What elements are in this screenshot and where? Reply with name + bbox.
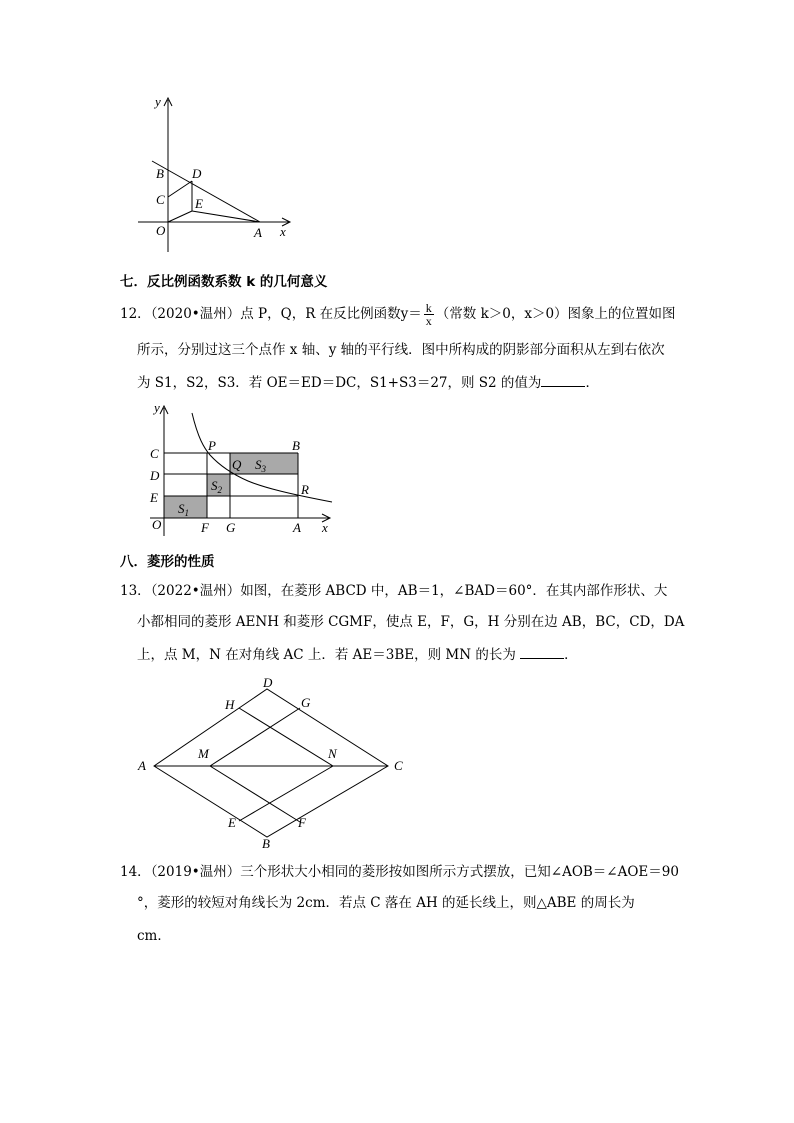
q13-line3-text: 上，点 M，N 在对角线 AC 上．若 AE＝3BE，则 MN 的长为 [137,647,516,663]
q13-line1 [120,581,667,601]
q12-func-lhs: y＝ [400,306,422,322]
q13-line3 [137,645,578,665]
q14-line3: cm． [137,928,171,944]
section-heading-8: 八．菱形的性质 [120,554,215,570]
label-b: B [156,166,164,181]
label-b: B [292,438,300,453]
q12-line3 [137,373,599,393]
label-g: G [226,520,236,535]
label-s2: $S_2$ [211,478,222,495]
label-e: E [228,815,236,830]
segment-oe [168,211,192,222]
label-f: F [298,815,306,830]
label-c: C [150,446,159,461]
label-a: A [293,520,301,535]
q14-number: 14． [120,864,151,880]
label-d: D [192,166,202,181]
label-r: R [301,482,309,497]
label-e: E [195,196,203,211]
label-h: H [225,697,235,712]
segment-fm [210,766,300,822]
q12-number: 12． [120,306,151,322]
segment-cd [168,181,192,197]
q14-line1 [120,862,679,882]
q13-end: ． [564,647,578,663]
figure-q13 [130,672,420,852]
label-c: C [394,758,403,773]
rhombus-abcd [154,689,388,837]
figure-q12 [140,398,340,538]
label-x: x [322,520,328,535]
label-f: F [201,520,209,535]
q12-line1 [120,302,676,327]
label-m: M [198,746,209,761]
section-heading-7: 七．反比例函数系数 k 的几何意义 [120,274,328,290]
label-x: x [280,224,286,239]
label-q: Q [232,457,242,472]
q12-line3-text: 为 S1，S2，S3．若 OE＝ED＝DC，S1+S3＝27，则 S2 的值为 [137,375,542,391]
q12-frac-num: k [425,301,432,315]
q14-line2: °，菱形的较短对角线长为 2cm．若点 C 落在 AH 的延长线上，则△ABE 的周长为 [137,895,635,911]
q12-condition: （常数 k＞0，x＞0）图象上的位置如图 [435,306,676,322]
label-o: O [152,517,162,532]
q13-number: 13． [120,583,151,599]
label-c: C [156,192,165,207]
q12-frac-den: x [425,314,432,328]
q13-line1-text: （2022•温州）如图，在菱形 ABCD 中，AB＝1，∠BAD＝60°．在其内部作形状、大 [150,583,668,599]
label-a: A [138,758,146,773]
q14-line1-text: （2019•温州）三个形状大小相同的菱形按如图所示方式摆放，已知∠AOB＝∠AOE＝90 [150,864,679,880]
label-y: y [155,94,161,109]
label-s3: $S_3$ [255,457,266,474]
label-y: y [154,400,160,415]
q12-fraction [424,302,434,327]
label-p: P [208,438,216,453]
answer-blank-q13 [520,646,564,659]
figure-q11 [130,92,310,252]
label-a: A [254,225,262,240]
label-o: O [156,223,166,238]
label-s1: $S_1$ [178,501,189,518]
q12-line2: 所示，分别过这三个点作 x 轴、y 轴的平行线．图中所构成的阴影部分面积从左到右依次 [137,342,665,358]
label-b: B [262,836,270,851]
answer-blank-q12 [541,374,585,387]
label-d: D [263,675,273,690]
label-e: E [150,490,158,505]
q13-line2: 小都相同的菱形 AENH 和菱形 CGMF，使点 E，F，G，H 分别在边 AB，BC，CD，DA [137,614,685,630]
label-g: G [301,695,311,710]
label-d: D [150,468,160,483]
q12-source: （2020•温州）点 P，Q，R 在反比例函数 [150,306,401,322]
label-n: N [328,746,337,761]
q12-end: ． [585,375,599,391]
